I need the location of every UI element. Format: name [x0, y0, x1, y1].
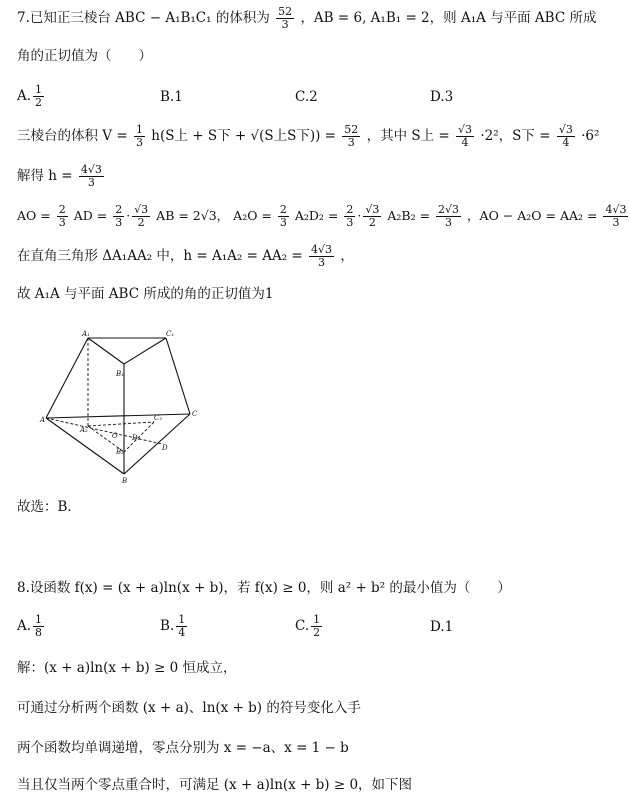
option-label: B.	[160, 618, 175, 634]
fraction-sqrt3-over-2	[132, 204, 150, 229]
fraction-h	[79, 164, 104, 189]
text: 在直角三角形 ΔA₁AA₂ 中，h = A₁A₂ = AA₂ =	[17, 248, 303, 264]
frac-den: 4	[461, 136, 469, 149]
option-label: C.	[295, 618, 310, 634]
frac-num: 52	[278, 5, 293, 18]
edge-c1c	[166, 338, 190, 414]
fraction-two-thirds	[113, 204, 124, 229]
frac-num: √3	[134, 203, 149, 216]
text: ，	[340, 248, 354, 264]
frac-den: 3	[318, 256, 326, 269]
edge-ac	[46, 414, 190, 418]
q7-solution-line3: AO = $\frac{2}{3}$ AD = $\frac{2}{3}$ · $\frac{√3}{2}$ AB = 2√3， A₂O = $\frac{2}{3}$ A₂D₂ = $\frac{2}{3}$ · $\frac{√3}{2}$ A₂B₂ = $\frac{2√3}{3}$ ，AO − A₂O = AA₂ = $\frac{4√3}{3}$	[17, 203, 627, 229]
fraction-volume	[342, 124, 360, 149]
frac-den: 3	[115, 216, 123, 229]
edge-a2c2	[88, 422, 154, 426]
text: A₂D₂ =	[294, 208, 339, 223]
q7-volume-fraction	[276, 6, 294, 31]
text: AB = 2√3，	[156, 208, 230, 223]
option-fraction	[33, 614, 44, 639]
fraction-2sqrt3-over-3	[436, 204, 461, 229]
q7-solution-line1	[17, 124, 599, 149]
frac-num: 1	[35, 83, 43, 96]
label-D2: D₂	[132, 434, 141, 442]
fraction-sqrt3-over-4	[557, 124, 575, 149]
label-A1: A₁	[82, 330, 90, 338]
frac-den: 2	[313, 626, 321, 639]
frac-den: 2	[368, 216, 376, 229]
frac-num: 1	[135, 123, 143, 136]
text: ，AO − A₂O = AA₂ =	[467, 208, 598, 223]
frac-num: 1	[35, 613, 43, 626]
text: AD =	[73, 208, 108, 223]
frac-num: 2√3	[438, 203, 460, 216]
q8-option-a	[17, 614, 46, 639]
frac-num: √3	[558, 123, 573, 136]
frac-den: 3	[346, 216, 354, 229]
frac-num: √3	[458, 123, 473, 136]
frac-num: √3	[365, 203, 380, 216]
label-A: A	[40, 416, 46, 424]
text: 解得 h =	[17, 168, 73, 184]
q8-stem: 8.设函数 f(x) = (x + a)ln(x + b)，若 f(x) ≥ 0，则 a² + b² 的最小值为（ ）	[17, 580, 511, 596]
frac-num: 4√3	[311, 243, 333, 256]
frac-den: 8	[35, 626, 43, 639]
frac-den: 3	[58, 216, 66, 229]
text: A₂B₂ =	[387, 208, 431, 223]
option-fraction	[33, 84, 44, 109]
frac-den: 3	[281, 18, 289, 31]
label-D: D	[162, 444, 168, 452]
q7-option-c: C.2	[295, 89, 318, 105]
q8-option-c	[295, 614, 324, 639]
label-O: O	[112, 432, 118, 440]
q7-option-b: B.1	[160, 89, 183, 105]
frac-num: 4√3	[605, 203, 627, 216]
label-B1: B₁	[116, 370, 124, 378]
label-B2: B₂	[116, 448, 124, 456]
q8-solution-line3: 两个函数均单调递增，零点分别为 x = −a、x = 1 − b	[17, 740, 349, 756]
frac-den: 3	[87, 176, 95, 189]
frac-num: 1	[178, 613, 186, 626]
q7-solution-line5: 故 A₁A 与平面 ABC 所成的角的正切值为1	[17, 286, 274, 302]
text: ·6²	[581, 128, 600, 144]
q8-option-b	[160, 614, 189, 639]
frac-num: 4√3	[80, 163, 102, 176]
q7-stem-line1	[17, 6, 596, 31]
text: ·2²，S下 =	[480, 128, 551, 144]
frac-den: 2	[35, 96, 43, 109]
fraction-h	[603, 204, 628, 229]
q8-solution-line4: 当且仅当两个零点重合时，可满足 (x + a)ln(x + b) ≥ 0，如下图	[17, 777, 413, 793]
frac-num: 1	[313, 613, 321, 626]
fraction-two-thirds	[344, 204, 355, 229]
text: AO =	[17, 208, 51, 223]
label-A2: A₂	[80, 426, 88, 434]
fraction-h	[309, 244, 334, 269]
label-C1: C₁	[166, 330, 175, 338]
frac-num: 52	[344, 123, 359, 136]
frac-den: 3	[445, 216, 453, 229]
frac-den: 4	[178, 626, 186, 639]
option-label: A.	[17, 88, 32, 104]
option-fraction	[176, 614, 187, 639]
fraction-one-third	[134, 124, 145, 149]
q7-answer-choice: 故选：B．	[17, 499, 81, 515]
text: h(S上 + S下 + √(S上S下)) =	[151, 128, 336, 144]
q8-solution-line1: 解：(x + a)ln(x + b) ≥ 0 恒成立，	[17, 660, 237, 676]
q7-option-d: D.3	[430, 89, 454, 105]
frac-num: 2	[115, 203, 123, 216]
edge-c1b1	[124, 338, 166, 364]
frac-den: 4	[562, 136, 570, 149]
frac-den: 3	[279, 216, 287, 229]
fraction-sqrt3-over-2	[363, 204, 381, 229]
option-label: A.	[17, 618, 32, 634]
q8-solution-line2: 可通过分析两个函数 (x + a)、ln(x + b) 的符号变化入手	[17, 700, 361, 716]
frac-num: 2	[279, 203, 287, 216]
fraction-sqrt3-over-4	[456, 124, 474, 149]
text: ，其中 S上 =	[366, 128, 450, 144]
q7-stem-line2: 角的正切值为（ ）	[17, 48, 152, 64]
label-C: C	[192, 410, 198, 418]
frac-den: 3	[347, 136, 355, 149]
label-C2: C₂	[154, 414, 163, 422]
q7-solution-line2	[17, 164, 106, 189]
frac-num: 2	[346, 203, 354, 216]
q7-stem-part-a: 7.已知正三棱台 ABC − A₁B₁C₁ 的体积为	[17, 10, 270, 26]
q8-option-d: D.1	[430, 619, 454, 635]
fraction-two-thirds	[57, 204, 68, 229]
fraction-two-thirds	[278, 204, 289, 229]
q7-solution-line4	[17, 244, 354, 269]
option-fraction	[311, 614, 322, 639]
text: 三棱台的体积 V =	[17, 128, 128, 144]
frac-num: 2	[58, 203, 66, 216]
frustum-figure	[40, 326, 210, 488]
edge-a1a	[46, 338, 88, 418]
text: A₂O =	[233, 208, 272, 223]
frac-den: 3	[612, 216, 620, 229]
q7-stem-part-b: ，AB = 6, A₁B₁ = 2，则 A₁A 与平面 ABC 所成	[300, 10, 597, 26]
label-B: B	[122, 477, 128, 485]
frac-den: 3	[135, 136, 143, 149]
q7-option-a	[17, 84, 46, 109]
frac-den: 2	[137, 216, 145, 229]
edge-a1b1	[88, 338, 124, 364]
